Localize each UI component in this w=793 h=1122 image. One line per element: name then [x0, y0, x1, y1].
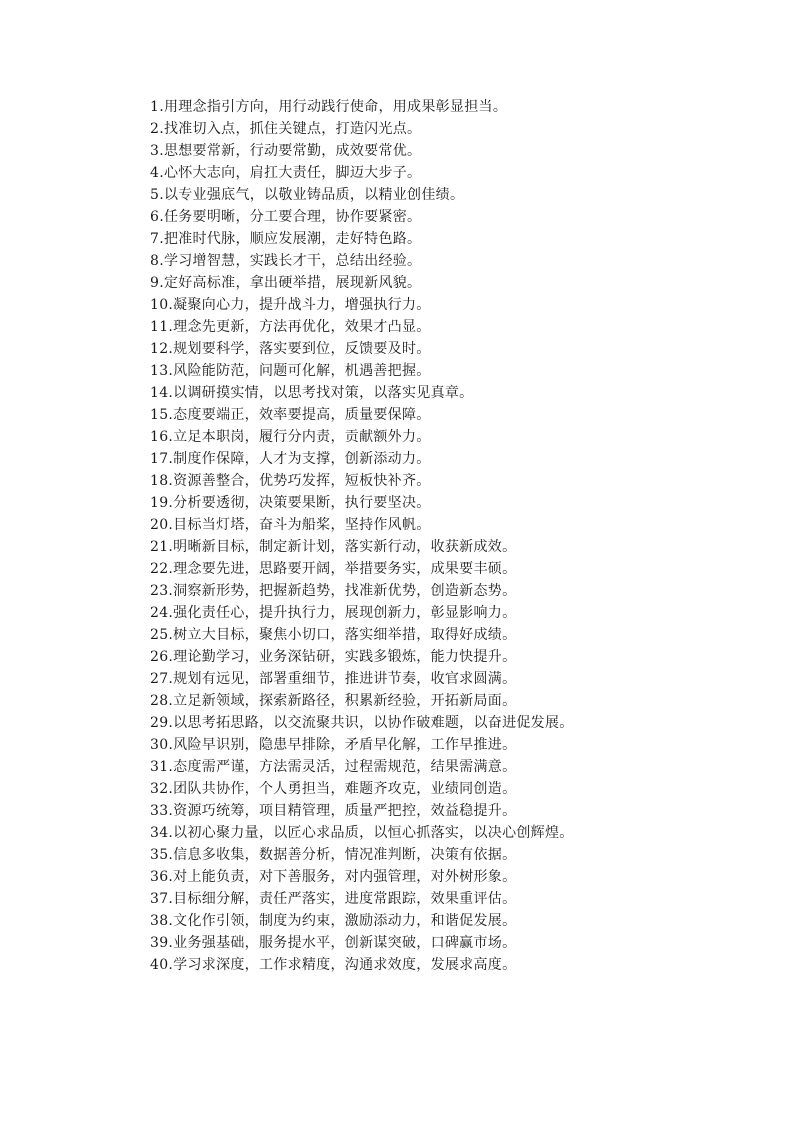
list-item: 24.强化责任心，提升执行力，展现创新力，彰显影响力。	[150, 605, 517, 621]
list-item: 33.资源巧统筹，项目精管理，质量严把控，效益稳提升。	[150, 803, 517, 819]
list-item: 9.定好高标准，拿出硬举措，展现新风貌。	[150, 275, 422, 291]
slogan-list	[150, 96, 780, 976]
list-item: 40.学习求深度，工作求精度，沟通求效度，发展求高度。	[150, 957, 517, 973]
list-item: 37.目标细分解，责任严落实，进度常跟踪，效果重评估。	[150, 891, 517, 907]
list-item: 13.风险能防范，问题可化解，机遇善把握。	[150, 363, 431, 379]
list-item: 30.风险早识别，隐患早排除，矛盾早化解，工作早推进。	[150, 737, 517, 753]
list-item: 31.态度需严谨，方法需灵活，过程需规范，结果需满意。	[150, 759, 517, 775]
list-item: 29.以思考拓思路，以交流聚共识，以协作破难题，以奋进促发展。	[150, 715, 574, 731]
list-item: 5.以专业强底气，以敬业铸品质，以精业创佳绩。	[150, 187, 465, 203]
list-item: 1.用理念指引方向，用行动践行使命，用成果彰显担当。	[150, 99, 508, 115]
list-item: 38.文化作引领，制度为约束，激励添动力，和谐促发展。	[150, 913, 517, 929]
list-item: 26.理论勤学习，业务深钻研，实践多锻炼，能力快提升。	[150, 649, 517, 665]
list-item: 19.分析要透彻，决策要果断，执行要坚决。	[150, 495, 431, 511]
list-item: 39.业务强基础，服务提水平，创新谋突破，口碑赢市场。	[150, 935, 517, 951]
list-item: 20.目标当灯塔，奋斗为船桨，坚持作风帆。	[150, 517, 431, 533]
list-item: 18.资源善整合，优势巧发挥，短板快补齐。	[150, 473, 431, 489]
list-item: 15.态度要端正，效率要提高，质量要保障。	[150, 407, 431, 423]
list-item: 22.理念要先进，思路要开阔，举措要务实，成果要丰硕。	[150, 561, 517, 577]
list-item: 4.心怀大志向，肩扛大责任，脚迈大步子。	[150, 165, 422, 181]
list-item: 2.找准切入点，抓住关键点，打造闪光点。	[150, 121, 422, 137]
list-item: 36.对上能负责，对下善服务，对内强管理，对外树形象。	[150, 869, 517, 885]
list-item: 35.信息多收集，数据善分析，情况准判断，决策有依据。	[150, 847, 517, 863]
list-item: 6.任务要明晰，分工要合理，协作要紧密。	[150, 209, 422, 225]
list-item: 10.凝聚向心力，提升战斗力，增强执行力。	[150, 297, 431, 313]
list-item: 32.团队共协作，个人勇担当，难题齐攻克，业绩同创造。	[150, 781, 517, 797]
list-item: 27.规划有远见，部署重细节，推进讲节奏，收官求圆满。	[150, 671, 517, 687]
list-item: 7.把准时代脉，顺应发展潮，走好特色路。	[150, 231, 422, 247]
list-item: 25.树立大目标，聚焦小切口，落实细举措，取得好成绩。	[150, 627, 517, 643]
list-item: 17.制度作保障，人才为支撑，创新添动力。	[150, 451, 431, 467]
list-item: 8.学习增智慧，实践长才干，总结出经验。	[150, 253, 422, 269]
list-item: 34.以初心聚力量，以匠心求品质，以恒心抓落实，以决心创辉煌。	[150, 825, 574, 841]
list-item: 21.明晰新目标，制定新计划，落实新行动，收获新成效。	[150, 539, 517, 555]
list-item: 3.思想要常新，行动要常勤，成效要常优。	[150, 143, 422, 159]
list-item: 28.立足新领域，探索新路径，积累新经验，开拓新局面。	[150, 693, 517, 709]
list-item: 16.立足本职岗，履行分内责，贡献额外力。	[150, 429, 431, 445]
list-item: 12.规划要科学，落实要到位，反馈要及时。	[150, 341, 431, 357]
list-item: 11.理念先更新，方法再优化，效果才凸显。	[150, 319, 431, 335]
list-item: 23.洞察新形势，把握新趋势，找准新优势，创造新态势。	[150, 583, 517, 599]
list-item: 14.以调研摸实情，以思考找对策，以落实见真章。	[150, 385, 474, 401]
